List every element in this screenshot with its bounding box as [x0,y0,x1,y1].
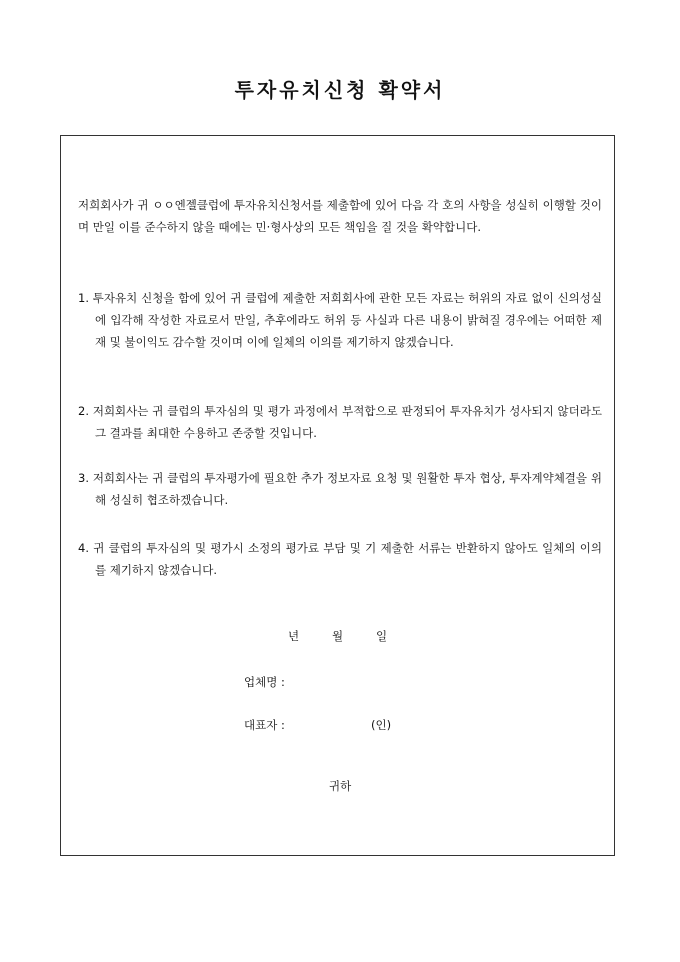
clause-1: 1. 투자유치 신청을 함에 있어 귀 클럽에 제출한 저희회사에 관한 모든 자료는 허위의 자료 없이 신의성실에 입각해 작성한 자료로서 만일, 추후에라도 허위 등 사실과 다른 내용이 밝혀질 경우에는 어떠한 제재 및 불이익도 감수할 것이며 이에 일체의 이의를 제기하지 않겠습니다. [78,291,602,349]
date-day-label: 일 [376,629,388,643]
clause-2: 2. 저희회사는 귀 클럽의 투자심의 및 평가 과정에서 부적합으로 판정되어 투자유치가 성사되지 않더라도 그 결과를 최대한 수용하고 존중할 것입니다. [78,404,602,440]
representative-label: 대표자 : [244,718,285,732]
document-title: 투자유치신청 확약서 [234,78,446,102]
clause-3: 3. 저희회사는 귀 클럽의 투자평가에 필요한 추가 정보자료 요청 및 원활한 투자 협상, 투자계약체결을 위해 성실히 협조하겠습니다. [78,471,602,507]
company-name-label: 업체명 : [244,675,285,689]
clause-4: 4. 귀 클럽의 투자심의 및 평가시 소정의 평가료 부담 및 기 제출한 서류는 반환하지 않아도 일체의 이의를 제기하지 않겠습니다. [78,541,602,577]
seal-mark: (인) [371,718,392,732]
date-year-label: 년 [288,629,300,643]
date-month-label: 월 [332,629,344,643]
intro-paragraph: 저희회사가 귀 ㅇㅇ엔젤클럽에 투자유치신청서를 제출함에 있어 다음 각 호의 사항을 성실히 이행할 것이며 만일 이를 준수하지 않을 때에는 민·형사상의 모든 책임을 질 것을 확약합니다. [78,198,602,234]
addressee: 귀하 [329,779,352,793]
